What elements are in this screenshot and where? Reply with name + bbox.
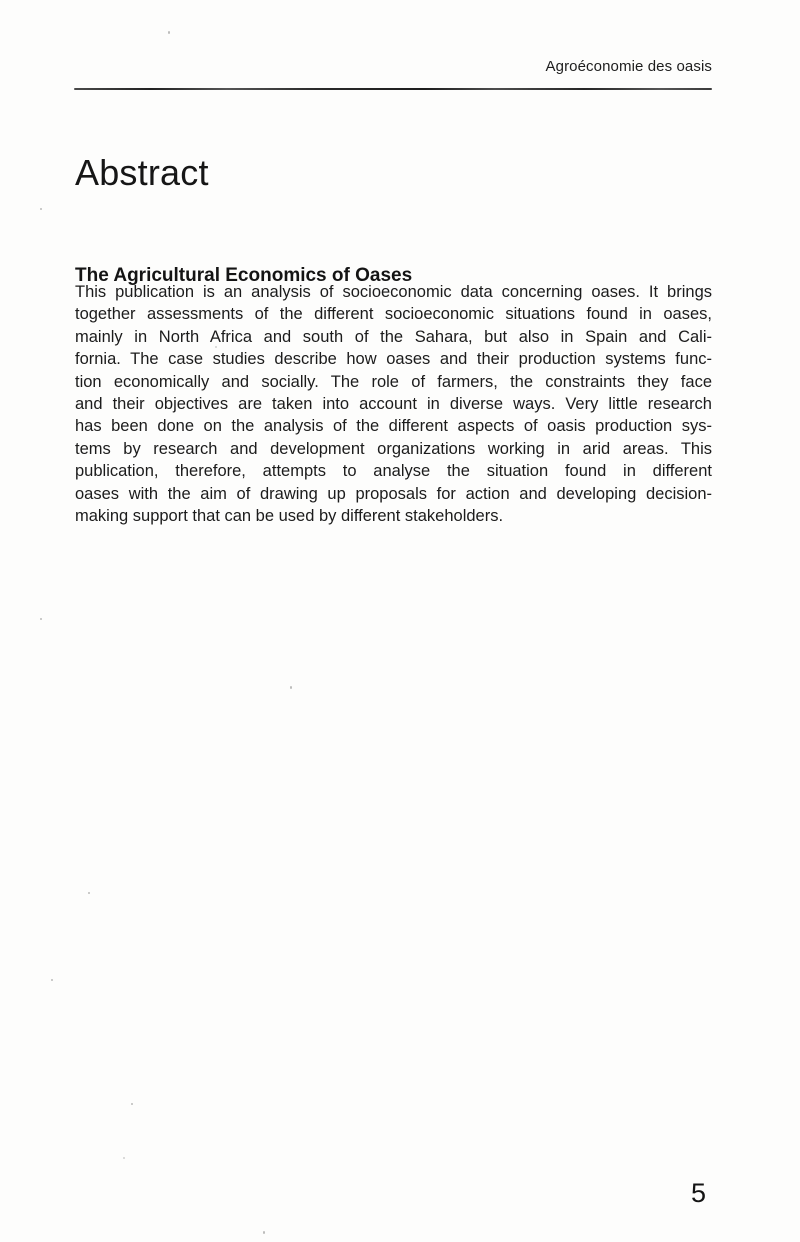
abstract-paragraph (75, 281, 712, 527)
scan-speck (40, 618, 42, 620)
scan-speck (290, 686, 292, 689)
header-rule (74, 88, 712, 90)
section-heading: The Agricultural Economics of Oases (75, 264, 413, 286)
paragraph-line: tion economically and socially. The role of farmers, the constraints they face (75, 372, 712, 391)
paragraph-line: and their objectives are taken into account in diverse ways. Very little research (75, 394, 712, 413)
paragraph-line: This publication is an analysis of socioeconomic data concerning oases. It brings (75, 283, 712, 301)
paragraph-line: mainly in North Africa and south of the Sahara, but also in Spain and Cali- (75, 327, 712, 346)
paragraph-line: oases with the aim of drawing up proposals for action and developing decision- (75, 484, 712, 503)
scan-speck (88, 892, 90, 894)
running-header: Agroéconomie des oasis (545, 58, 712, 75)
scan-speck (51, 979, 53, 981)
paragraph-line: tems by research and development organizations working in arid areas. This (75, 439, 712, 458)
paragraph-line: making support that can be used by different stakeholders. (75, 506, 504, 525)
page-title: Abstract (75, 152, 209, 194)
scan-speck (40, 208, 42, 210)
paragraph-line: fornia. The case studies describe how oases and their production systems func- (75, 350, 712, 369)
scan-speck (168, 31, 170, 34)
paragraph-line: publication, therefore, attempts to analyse the situation found in different (75, 462, 712, 481)
scan-speck (174, 171, 176, 173)
scan-speck (131, 1103, 133, 1105)
scan-speck (123, 1157, 125, 1159)
page-number: 5 (690, 1178, 706, 1208)
paragraph-line: has been done on the analysis of the different aspects of oasis production sys- (75, 417, 712, 436)
paragraph-line: together assessments of the different socioeconomic situations found in oases, (75, 305, 712, 324)
scan-speck (263, 1231, 265, 1234)
scan-speck (215, 346, 217, 348)
